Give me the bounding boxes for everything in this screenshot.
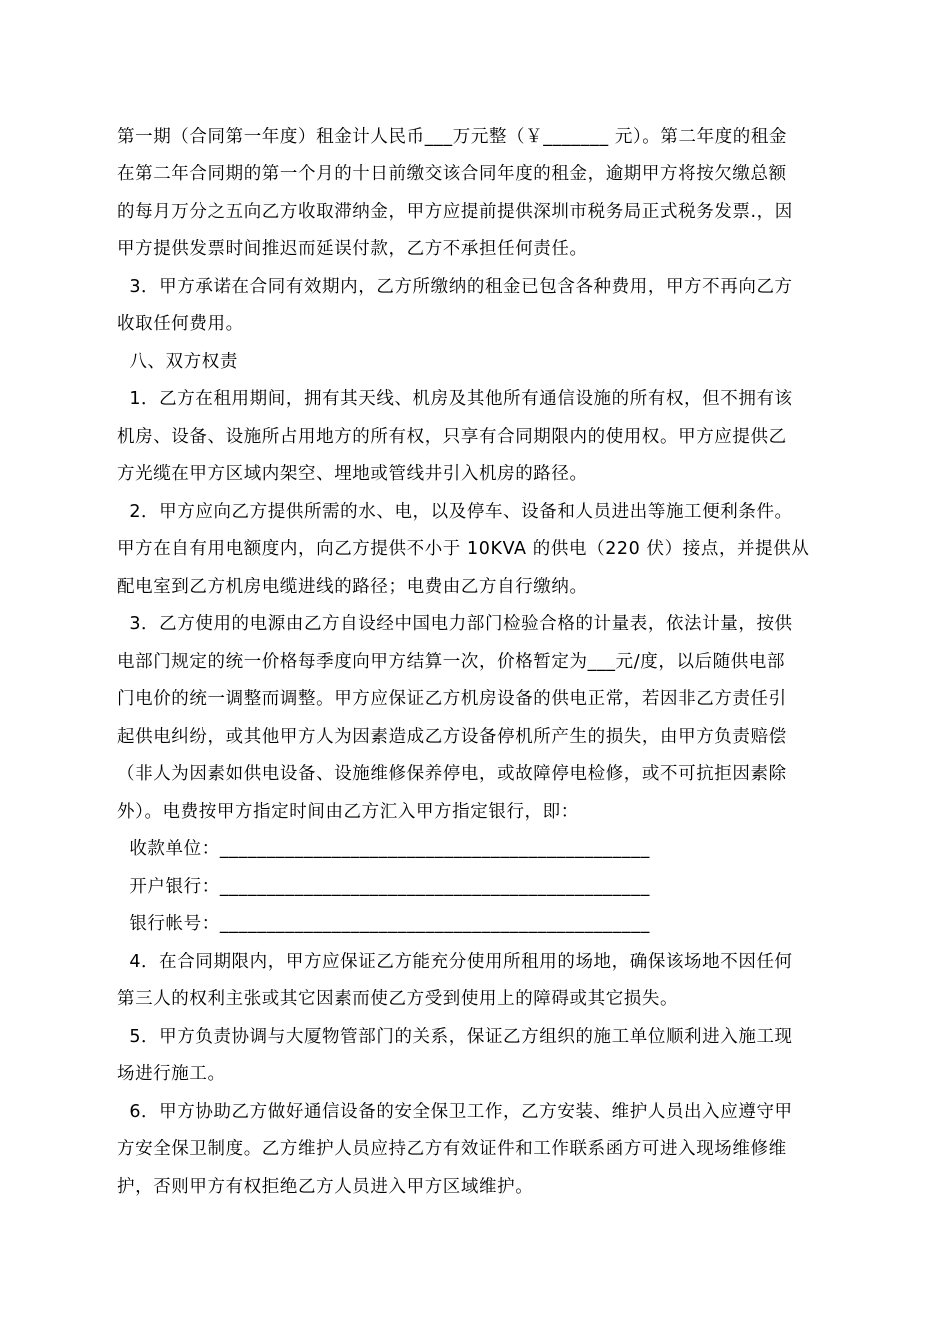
text-line: 电部门规定的统一价格每季度向甲方结算一次，价格暂定为___元/度，以后随供电部 [117,652,786,672]
text-line: 6．甲方协助乙方做好通信设备的安全保卫工作，乙方安装、维护人员出入应遵守甲 [117,1102,793,1122]
bank-field: 开户银行：______________________________________________ [117,877,650,897]
text-line: 3．甲方承诺在合同有效期内，乙方所缴纳的租金已包含各种费用，甲方不再向乙方 [117,277,793,297]
text-line: 场进行施工。 [117,1064,226,1084]
text-line: 外）。电费按甲方指定时间由乙方汇入甲方指定银行，即： [117,802,579,822]
text-line: 2．甲方应向乙方提供所需的水、电，以及停车、设备和人员进出等施工便利条件。 [117,502,793,522]
payee-field: 收款单位：______________________________________________ [117,839,650,859]
text-line: 方安全保卫制度。乙方维护人员应持乙方有效证件和工作联系函方可进入现场维修维 [117,1139,787,1159]
text-line: 的每月万分之五向乙方收取滞纳金，甲方应提前提供深圳市税务局正式税务发票.，因 [117,202,793,222]
text-line: 第一期（合同第一年度）租金计人民币___万元整（￥_______ 元）。第二年度的租金 [117,127,788,147]
text-line: 甲方在自有用电额度内，向乙方提供不小于 10KVA 的供电（220 伏）接点，并提供从 [117,539,810,559]
text-line: 收取任何费用。 [117,314,244,334]
text-line: 护，否则甲方有权拒绝乙方人员进入甲方区域维护。 [117,1177,534,1197]
text-line: 5．甲方负责协调与大厦物管部门的关系，保证乙方组织的施工单位顺利进入施工现 [117,1027,793,1047]
section-heading: 八、双方权责 [117,352,238,372]
text-line: 在第二年合同期的第一个月的十日前缴交该合同年度的租金，逾期甲方将按欠缴总额 [117,164,787,184]
text-line: 配电室到乙方机房电缆进线的路径；电费由乙方自行缴纳。 [117,577,588,597]
text-line: 3．乙方使用的电源由乙方自设经中国电力部门检验合格的计量表，依法计量，按供 [117,614,793,634]
text-line: （非人为因素如供电设备、设施维修保养停电，或故障停电检修，或不可抗拒因素除 [117,764,787,784]
text-line: 机房、设备、设施所占用地方的所有权，只享有合同期限内的使用权。甲方应提供乙 [117,427,787,447]
text-line: 1．乙方在租用期间，拥有其天线、机房及其他所有通信设施的所有权，但不拥有该 [117,389,793,409]
text-line: 起供电纠纷，或其他甲方人为因素造成乙方设备停机所产生的损失，由甲方负责赔偿 [117,727,787,747]
text-line: 甲方提供发票时间推迟而延误付款，乙方不承担任何责任。 [117,239,588,259]
text-line: 4．在合同期限内，甲方应保证乙方能充分使用所租用的场地，确保该场地不因任何 [117,952,793,972]
text-line: 门电价的统一调整而调整。甲方应保证乙方机房设备的供电正常，若因非乙方责任引 [117,689,787,709]
text-line: 第三人的权利主张或其它因素而使乙方受到使用上的障碍或其它损失。 [117,989,679,1009]
text-line: 方光缆在甲方区域内架空、埋地或管线井引入机房的路径。 [117,464,588,484]
account-field: 银行帐号：______________________________________________ [117,914,650,934]
